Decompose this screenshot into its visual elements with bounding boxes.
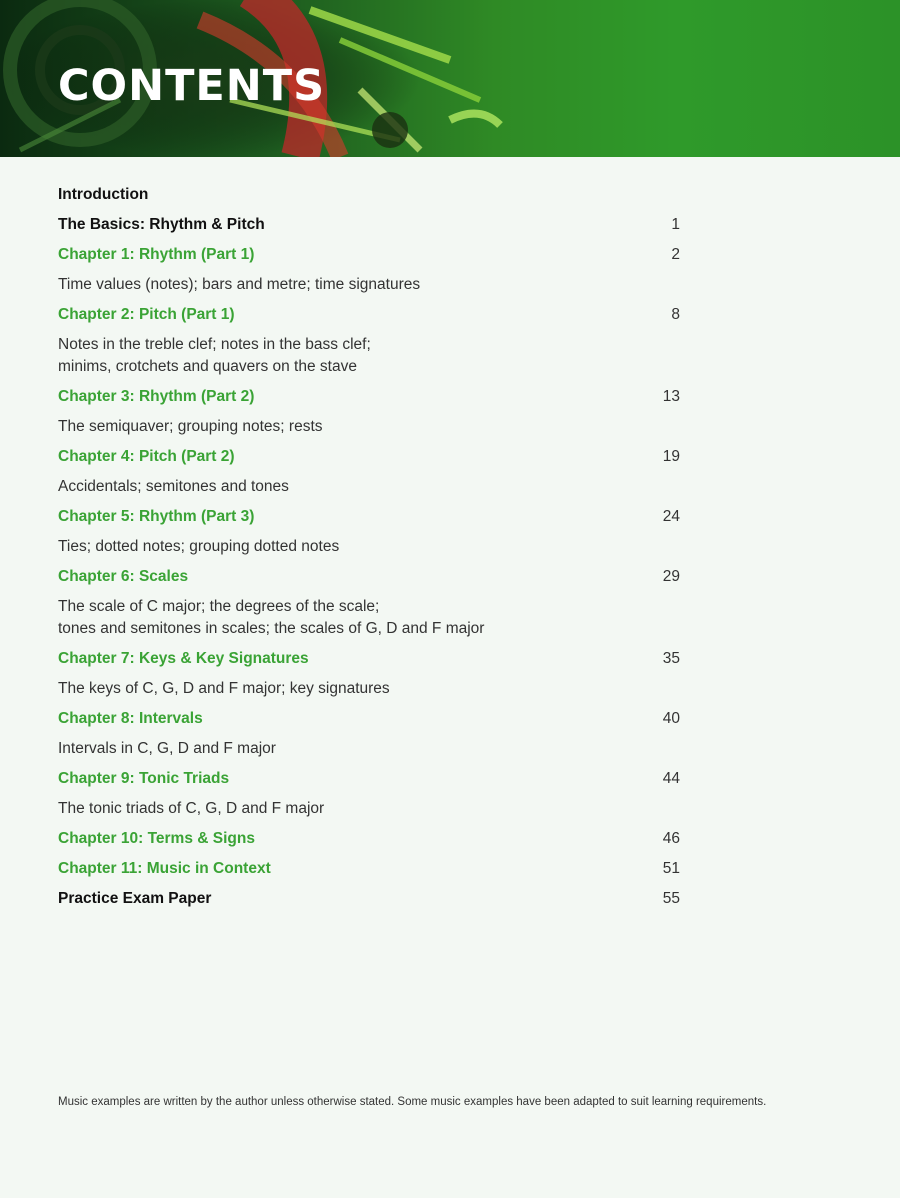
toc-page-number: 55 — [662, 890, 680, 907]
chapter-description — [58, 532, 680, 562]
toc-entry-chapter-8 — [58, 704, 680, 734]
chapter-description — [58, 592, 680, 644]
chapter-description — [58, 330, 680, 382]
chapter-description — [58, 412, 680, 442]
toc-page-number: 51 — [662, 860, 680, 877]
toc-page-number: 1 — [671, 216, 680, 233]
toc-entry-label: The Basics: Rhythm & Pitch — [58, 216, 265, 233]
chapter-description — [58, 674, 680, 704]
chapter-list — [58, 240, 680, 884]
chapter-title: Chapter 9: Tonic Triads — [58, 770, 230, 787]
chapter-title: Chapter 2: Pitch (Part 1) — [58, 306, 235, 323]
chapter-description — [58, 734, 680, 764]
toc-page-number: 2 — [671, 246, 680, 263]
toc-entry-practice-exam — [58, 884, 680, 914]
toc-page-number: 29 — [662, 568, 680, 585]
toc-page-number: 46 — [662, 830, 680, 847]
description-line: Intervals in C, G, D and F major — [58, 740, 276, 757]
toc-entry-chapter-3 — [58, 382, 680, 412]
chapter-description — [58, 794, 680, 824]
chapter-title: Chapter 1: Rhythm (Part 1) — [58, 246, 255, 263]
toc-entry-chapter-6 — [58, 562, 680, 592]
chapter-title: Chapter 8: Intervals — [58, 710, 203, 727]
chapter-title: Chapter 3: Rhythm (Part 2) — [58, 388, 255, 405]
toc-page-number: 8 — [671, 306, 680, 323]
description-line: Accidentals; semitones and tones — [58, 478, 289, 495]
description-line: The tonic triads of C, G, D and F major — [58, 800, 325, 817]
description-line: Time values (notes); bars and metre; time signatures — [58, 276, 421, 293]
chapter-title: Chapter 4: Pitch (Part 2) — [58, 448, 235, 465]
toc-entry-chapter-11 — [58, 854, 680, 884]
toc-page-number: 35 — [662, 650, 680, 667]
page-title: CONTENTS — [58, 61, 326, 111]
toc-entry-label: Introduction — [58, 186, 149, 203]
toc-entry-chapter-4 — [58, 442, 680, 472]
chapter-title: Chapter 11: Music in Context — [58, 860, 271, 877]
chapter-description — [58, 472, 680, 502]
footnote: Music examples are written by the author unless otherwise stated. Some music examples have been adapted to suit learning requirements. — [58, 1096, 767, 1108]
toc-page-number: 44 — [662, 770, 680, 787]
description-line: The keys of C, G, D and F major; key signatures — [58, 680, 390, 697]
toc-entry-chapter-2 — [58, 300, 680, 330]
description-line: tones and semitones in scales; the scales of G, D and F major — [58, 620, 485, 637]
toc-entry-chapter-5 — [58, 502, 680, 532]
toc-page-number: 13 — [662, 388, 680, 405]
description-line: Notes in the treble clef; notes in the bass clef; — [58, 336, 371, 353]
description-line: The scale of C major; the degrees of the scale; — [58, 598, 380, 615]
toc-entry-label: Practice Exam Paper — [58, 890, 212, 907]
toc-page-number: 40 — [662, 710, 680, 727]
toc-entry-chapter-9 — [58, 764, 680, 794]
toc-page-number: 19 — [662, 448, 680, 465]
toc-entry-chapter-1 — [58, 240, 680, 270]
chapter-title: Chapter 5: Rhythm (Part 3) — [58, 508, 255, 525]
table-of-contents — [58, 180, 680, 914]
chapter-title: Chapter 7: Keys & Key Signatures — [58, 650, 309, 667]
toc-entry-chapter-7 — [58, 644, 680, 674]
description-line: The semiquaver; grouping notes; rests — [58, 418, 323, 435]
toc-entry-introduction — [58, 180, 680, 210]
chapter-title: Chapter 6: Scales — [58, 568, 189, 585]
chapter-title: Chapter 10: Terms & Signs — [58, 830, 255, 847]
description-line: Ties; dotted notes; grouping dotted notes — [58, 538, 340, 555]
chapter-description — [58, 270, 680, 300]
description-line: minims, crotchets and quavers on the stave — [58, 358, 357, 375]
toc-entry-chapter-10 — [58, 824, 680, 854]
toc-entry-basics — [58, 210, 680, 240]
toc-page-number: 24 — [662, 508, 680, 525]
header-banner — [0, 0, 900, 157]
